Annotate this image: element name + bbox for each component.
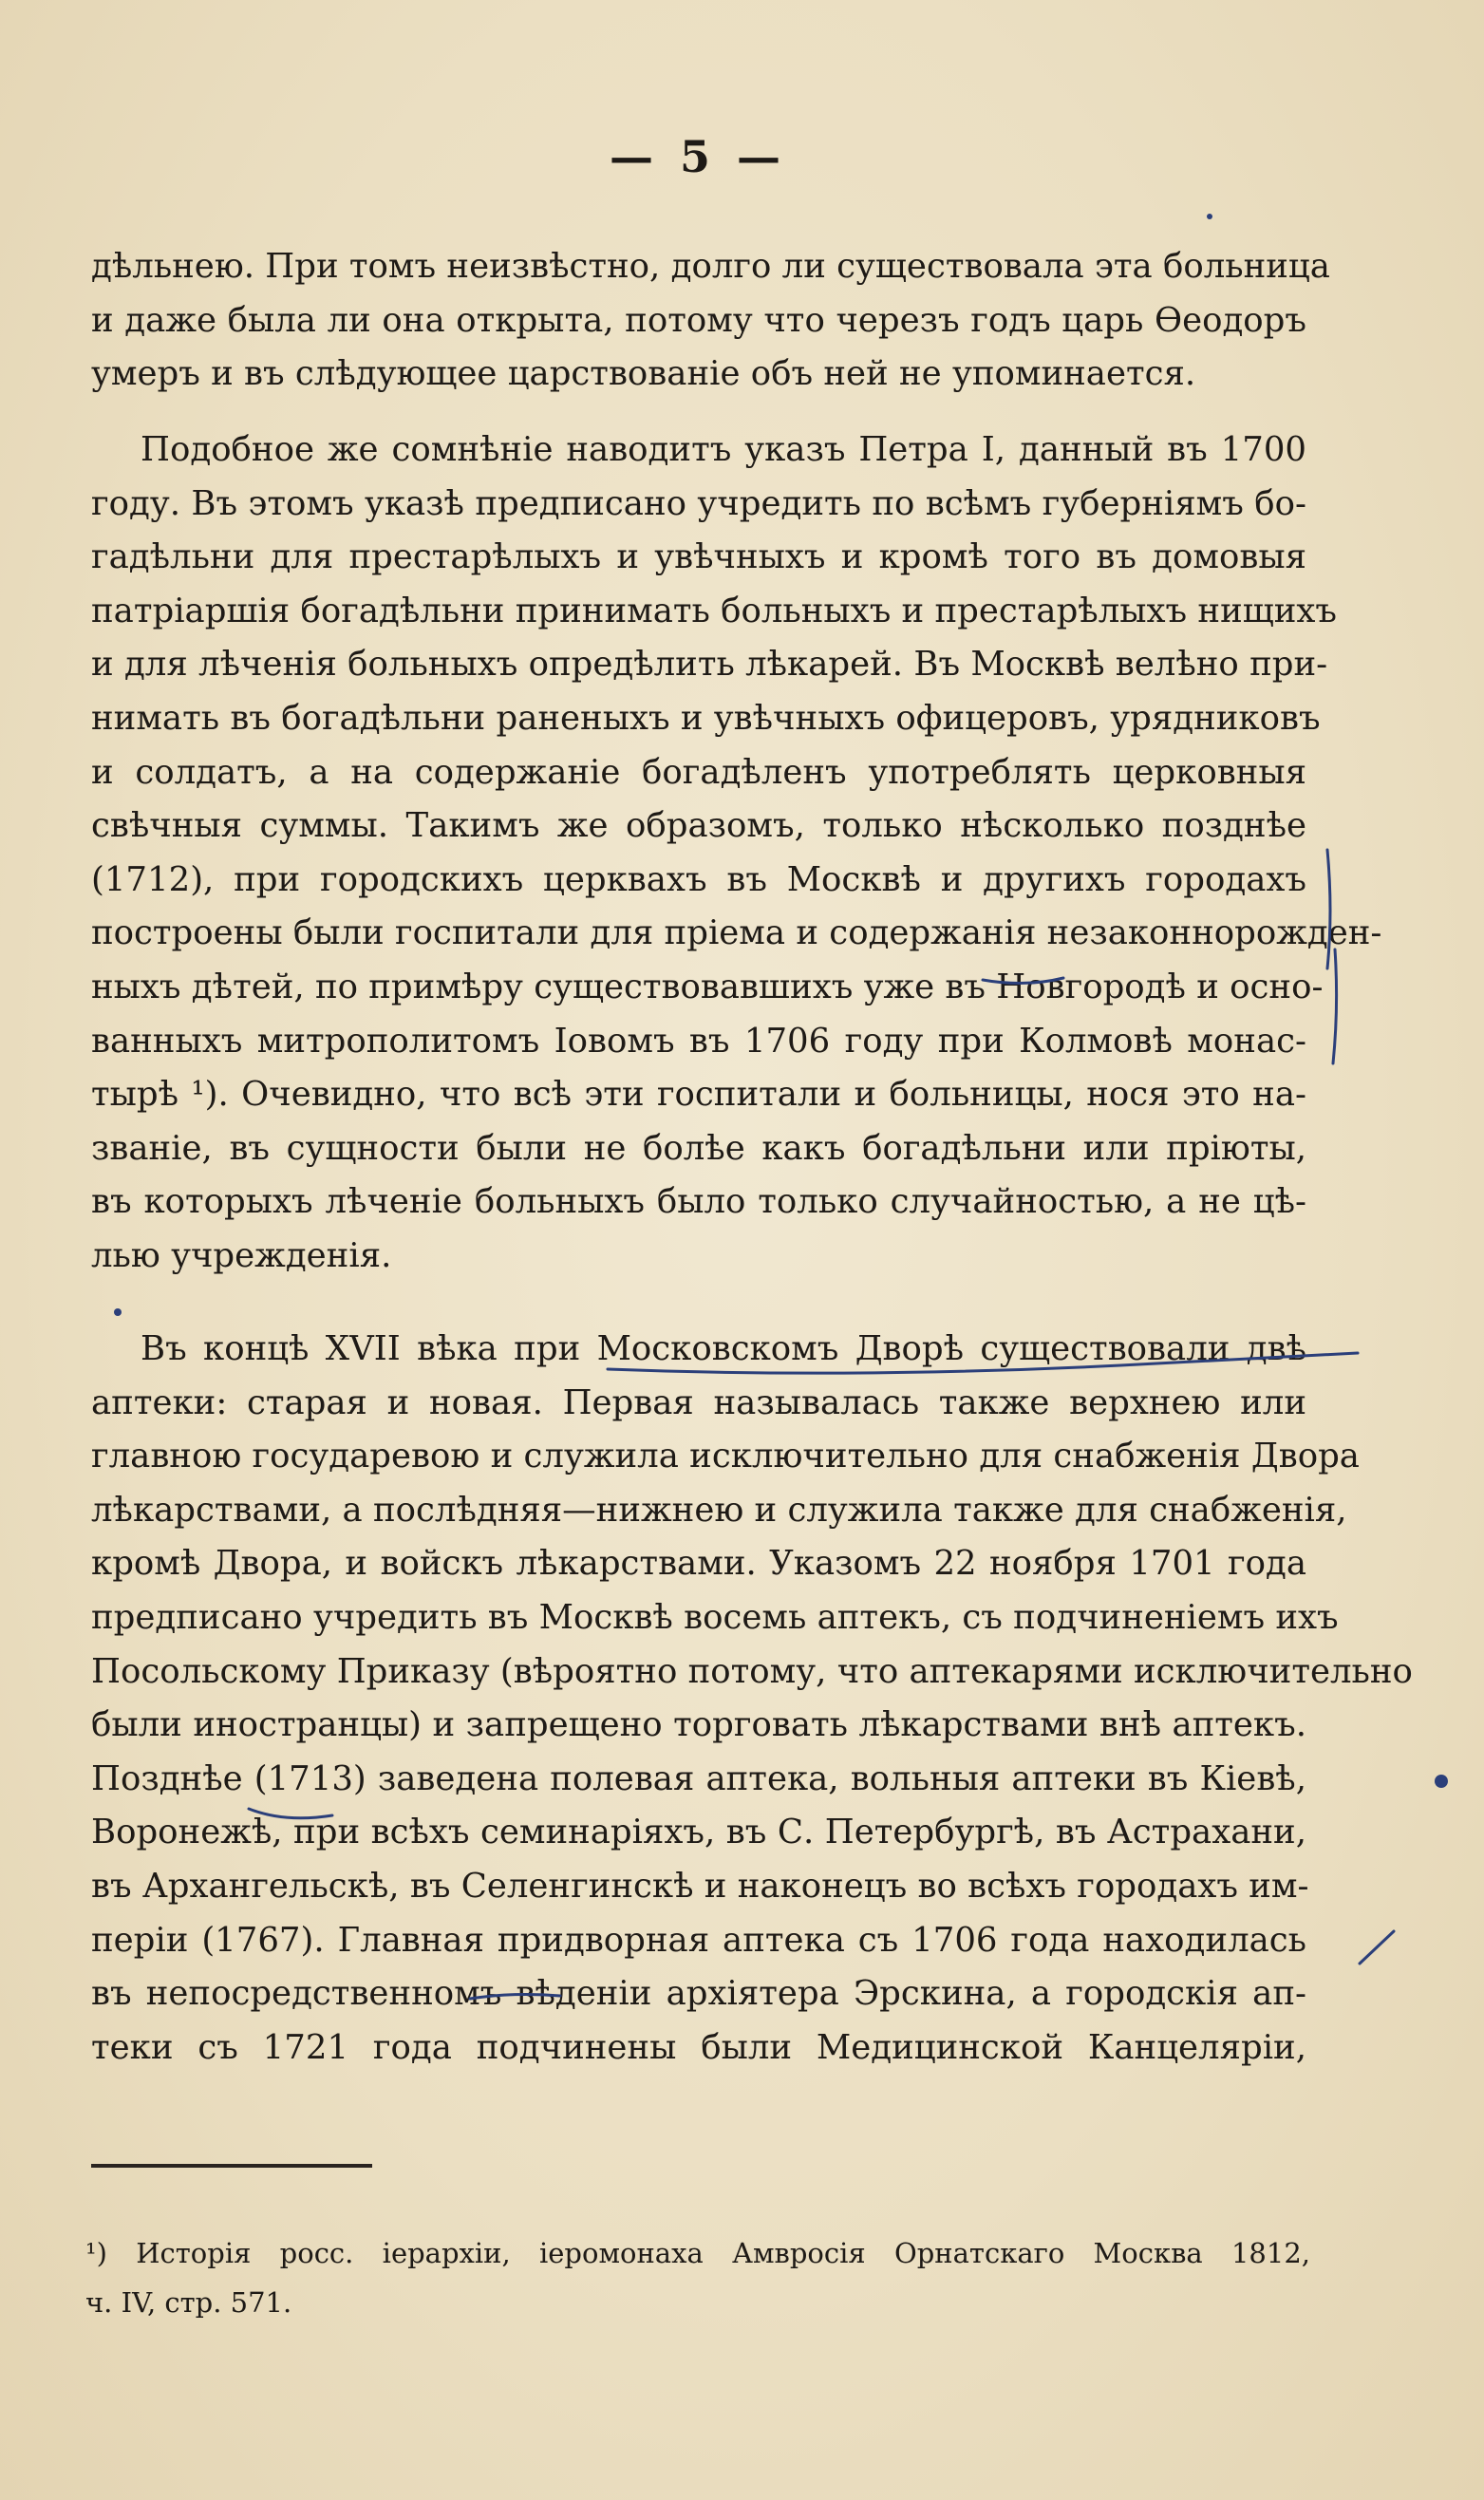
text-line: умеръ и въ слѣдующее царствованіе объ ней не упоминается. [91, 354, 1196, 394]
text-line: ныхъ дѣтей, по примѣру существовавшихъ уже въ Новгородѣ и осно- [91, 967, 1324, 1006]
text-line: Воронежѣ, при всѣхъ семинаріяхъ, въ С. Петербургѣ, въ Астрахани, [91, 1813, 1306, 1852]
margin-dot-mark [1435, 1775, 1448, 1788]
text-line: и солдатъ, а на содержаніе богадѣленъ употреблять церковныя [91, 752, 1306, 792]
paragraph-2 [91, 423, 1382, 1284]
text-line: теки съ 1721 года подчинены были Медицинской Канцеляріи, [91, 2027, 1306, 2067]
paragraph-1 [91, 240, 1330, 402]
text-line: построены были госпитали для пріема и содержанія незаконнорожден- [91, 913, 1382, 953]
text-line: аптеки: старая и новая. Первая называлась также верхнею или [91, 1382, 1306, 1422]
text-line: кромѣ Двора, и войскъ лѣкарствами. Указомъ 22 ноября 1701 года [91, 1544, 1306, 1584]
footnote-line: ч. IV, стр. 571. [85, 2286, 292, 2319]
text-line: дѣльнею. При томъ неизвѣстно, долго ли существовала эта больница [91, 247, 1330, 286]
margin-dot-mark [1207, 214, 1212, 219]
text-line: (1712), при городскихъ церквахъ въ Москвѣ и другихъ городахъ [91, 859, 1306, 899]
text-line: и для лѣченія больныхъ опредѣлить лѣкарей. Въ Москвѣ велѣно при- [91, 645, 1328, 685]
footnote-separator [91, 2164, 372, 2168]
text-line: въ непосредственномъ вѣденіи архіятера Эрскина, а городскія ап- [91, 1974, 1306, 2014]
text-line: Посольскому Приказу (вѣроятно потому, что аптекарями исключительно [91, 1651, 1413, 1691]
footnote-line: ¹) Исторія росс. іерархіи, іеромонаха Амвросія Орнатскаго Москва 1812, [85, 2237, 1310, 2269]
text-line: въ Архангельскѣ, въ Селенгинскѣ и наконецъ во всѣхъ городахъ им- [91, 1866, 1309, 1906]
text-line: Въ концѣ XVII вѣка при Московскомъ Дворѣ существовали двѣ [141, 1329, 1306, 1368]
text-line: главною государевою и служила исключительно для снабженія Двора [91, 1437, 1360, 1476]
text-line: ванныхъ митрополитомъ Іовомъ въ 1706 году при Колмовѣ монас- [91, 1021, 1306, 1061]
text-line: Подобное же сомнѣніе наводитъ указъ Петра I, данный въ 1700 [141, 430, 1306, 469]
text-line: и даже была ли она открыта, потому что черезъ годъ царь Ѳеодоръ [91, 300, 1306, 340]
page-number: — 5 — [609, 131, 787, 182]
text-line: въ которыхъ лѣченіе больныхъ было только случайностью, а не цѣ- [91, 1182, 1306, 1222]
paragraph-3 [91, 1323, 1413, 2075]
text-line: предписано учредить въ Москвѣ восемь аптекъ, съ подчиненіемъ ихъ [91, 1597, 1339, 1637]
text-line: нимать въ богадѣльни раненыхъ и увѣчныхъ офицеровъ, урядниковъ [91, 698, 1321, 738]
text-line: были иностранцы) и запрещено торговать лѣкарствами внѣ аптекъ. [91, 1705, 1306, 1745]
text-line: гадѣльни для престарѣлыхъ и увѣчныхъ и кромѣ того въ домовыя [91, 537, 1306, 577]
text-line: Позднѣе (1713) заведена полевая аптека, вольныя аптеки въ Кіевѣ, [91, 1758, 1306, 1798]
text-line: патріаршія богадѣльни принимать больныхъ и престарѣлыхъ нищихъ [91, 591, 1338, 630]
text-line: періи (1767). Главная придворная аптека съ 1706 года находилась [91, 1920, 1306, 1960]
margin-dot-mark [114, 1308, 122, 1316]
text-line: году. Въ этомъ указѣ предписано учредить по всѣмъ губерніямъ бо- [91, 483, 1306, 523]
margin-bracket-mark [1333, 949, 1337, 1063]
text-line: свѣчныя суммы. Такимъ же образомъ, только нѣсколько позднѣе [91, 806, 1306, 846]
text-line: лью учрежденія. [91, 1235, 392, 1275]
text-line: тырѣ ¹). Очевидно, что всѣ эти госпитали и больницы, нося это на- [91, 1075, 1306, 1115]
footnote [85, 2228, 1310, 2327]
text-line: званіе, въ сущности были не болѣе какъ богадѣльни или пріюты, [91, 1128, 1306, 1168]
text-line: лѣкарствами, а послѣдняя—нижнею и служила также для снабженія, [91, 1490, 1347, 1530]
margin-slash-mark [1360, 1931, 1394, 1964]
